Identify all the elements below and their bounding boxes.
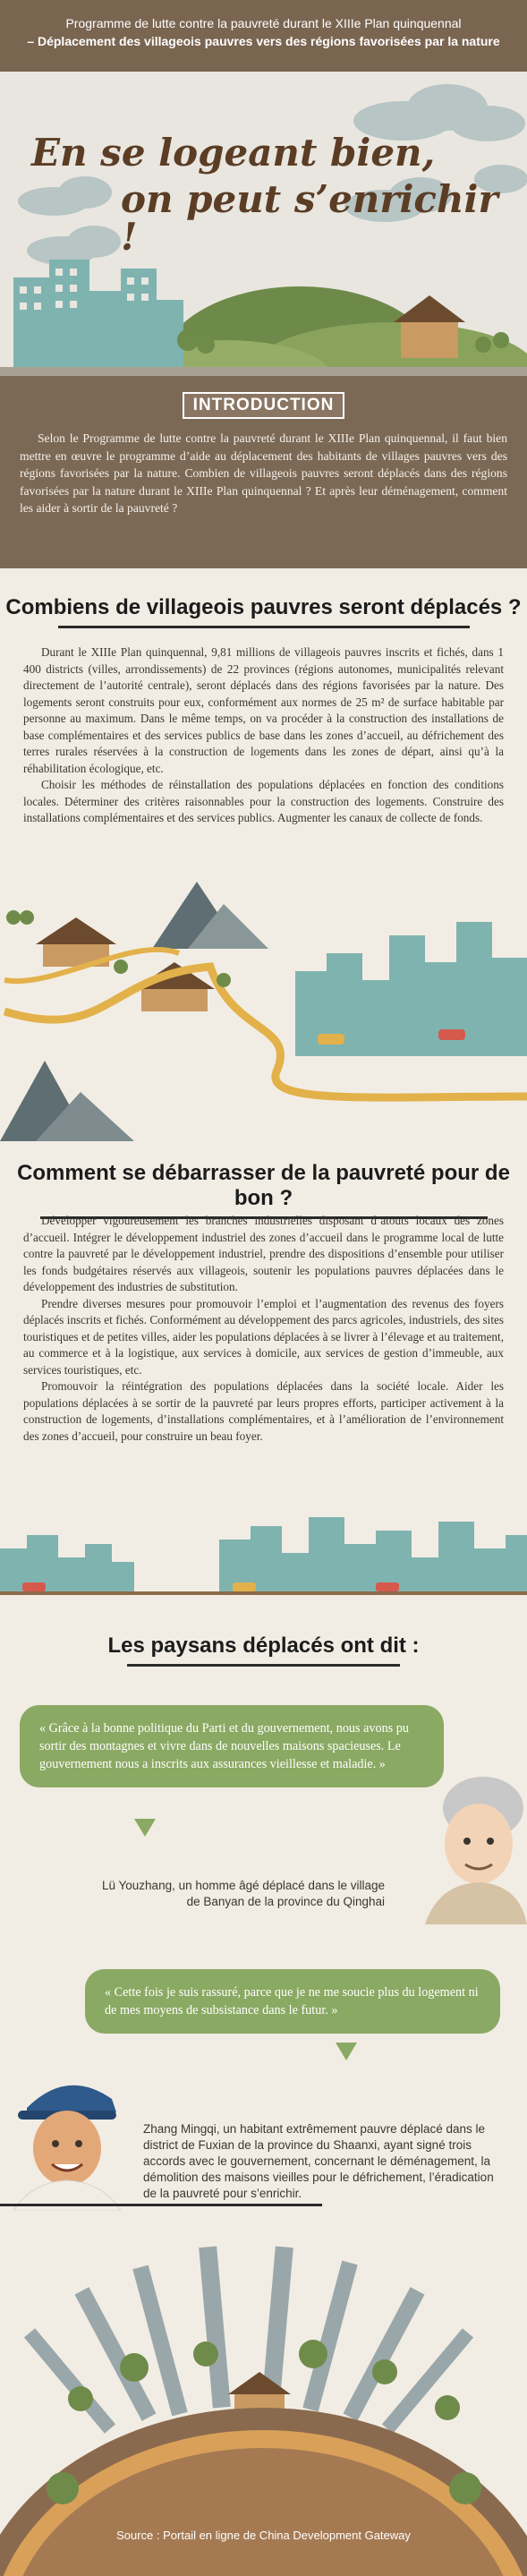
hero-banner [0, 72, 527, 376]
speaker2-text: Zhang Mingqi, un habitant extrêmement pauvre déplacé dans le district de Fuxian de la province du Shaanxi, ayant signé trois accords avec le gouvernement, concernant le déménagement, la démolition des maisons vieilles pour le défrichement, l’éradication de la pauvreté pour s’enrichir. [143, 2122, 494, 2200]
section1-paragraph: Choisir les méthodes de réinstallation des populations déplacées en fonction des conditions locales. Déterminer des critères raisonnables pour la construction des logements. Construire des installations complémentaires et des services publics. Augmenter les canaux de collecte de fonds. [23, 778, 504, 824]
section1-body [23, 644, 504, 827]
section1-heading [0, 595, 527, 628]
intro-section [0, 376, 527, 568]
elderly-man-avatar [421, 1768, 527, 1924]
globe-village-illustration [0, 2220, 527, 2576]
bubble-tail-2 [336, 2043, 357, 2060]
quote-bubble-2 [85, 1969, 500, 2034]
relocation-route-illustration [0, 882, 527, 1141]
intro-label: INTRODUCTION [183, 392, 345, 419]
section3-title: Les paysans déplacés ont dit : [107, 1633, 420, 1658]
section1-title: Combiens de villageois pauvres seront déplacés ? [5, 595, 522, 619]
section2-paragraph: Promouvoir la réintégration des populations déplacées dans la société locale. Aider les populations déplacées à se sortir de la pauvreté par leurs propres efforts, participer activement à la construction de logements, d’installations complémentaires, et à l’amélioration de l’environnement des zones d’accueil, pour construire un beau foyer. [23, 1379, 504, 1443]
speaker2-caption [143, 2121, 510, 2202]
section2-paragraph: Développer vigoureusement les branches industrielles disposant d’atouts locaux des zones d’accueil. Intégrer le développement industriel des zones d’accueil dans le programme local de lutte contre la pauvreté par le développement industriel, prendre des dispositions d’ensemble pour utiliser les fonds budgétaires réservés aux villageois, soutenir les populations pauvres déplacées dans le développement des industries de substitution. [23, 1214, 504, 1293]
header-subtitle: Programme de lutte contre la pauvreté durant le XIIIe Plan quinquennal [65, 16, 462, 30]
source-credit: Source : Portail en ligne de China Development Gateway [116, 2529, 411, 2542]
hero-title-line1: En se logeant bien, [31, 131, 436, 175]
farmer-avatar [9, 2068, 125, 2211]
header-bar [0, 0, 527, 72]
header-title: – Déplacement des villageois pauvres vers des régions favorisées par la nature [27, 34, 500, 48]
quote2-text: « Cette fois je suis rassuré, parce que je ne me soucie plus du logement ni de mes moyens de subsistance dans le futur. » [105, 1985, 479, 2017]
hero-title-line2: on peut s’enrichir ! [121, 177, 498, 259]
speaker1-line1: Lü Youzhang, un homme âgé déplacé dans le village [102, 1879, 385, 1892]
speaker1-caption [54, 1878, 385, 1910]
section3-heading [0, 1633, 527, 1667]
section2-title: Comment se débarrasser de la pauvreté pour de bon ? [17, 1161, 510, 1210]
section2-heading [0, 1161, 527, 1219]
section2-paragraph: Prendre diverses mesures pour promouvoir l’emploi et l’augmentation des revenus des foyers déplacés inscrits et fichés. Conformément au développement des parcs agricoles, industriels, des sites touristiques et de petites villes, aider les populations déplacées à se livrer à l’élevage et au traitement, au commerce et à la logistique, aux services à domicile, aux services de gestion d’immeuble, aux services touristiques, etc. [23, 1296, 504, 1377]
bubble-tail-1 [134, 1819, 156, 1837]
intro-text: Selon le Programme de lutte contre la pauvreté durant le XIIIe Plan quinquennal, il faut bien mettre en œuvre le programme d’aide au déplacement des habitants de villages pauvres vers des régions favorisées par la nature. Combien de villageois pauvres seront déplacés dans des régions favorisées par la nature durant le XIIIe Plan quinquennal ? Et après leur déménagement, comment les aider à sortir de la pauvreté ? [20, 431, 507, 515]
speaker1-line2: de Banyan de la province du Qinghai [186, 1895, 385, 1908]
section1-paragraph: Durant le XIIIe Plan quinquennal, 9,81 millions de villageois pauvres inscrits et fichés, dans 1 400 districts (villes, arrondissements) de 22 provinces (régions autonomes, municipalités relevant directement de l’autorité centrale), seront déplacés dans des régions favorisées par la nature. Des logements seront construits pour eux, conformément aux normes de 25 m² de surface habitable par personne au maximum. Dans le même temps, on va procéder à la construction des installations de base complémentaires et des services publics de base dans les zones d’accueil, au défrichement des terres rurales réservées à la construction de logements dans les zones de départ, ainsi qu’à la réhabilitation écologique, etc. [23, 645, 504, 775]
divider [0, 2204, 322, 2206]
section1-underline [58, 626, 470, 628]
quote-bubble-1 [20, 1705, 444, 1787]
section2-body [23, 1213, 504, 1445]
quote1-text: « Grâce à la bonne politique du Parti et du gouvernement, nous avons pu sortir des montagnes et vivre dans de nouvelles maisons spacieuses. Le gouvernement nous a inscrits aux assurances vieillesse et maladie. » [39, 1721, 409, 1771]
section3-underline [127, 1664, 400, 1667]
city-skyline-illustration [0, 1513, 527, 1598]
footer-illustration [0, 2220, 527, 2576]
